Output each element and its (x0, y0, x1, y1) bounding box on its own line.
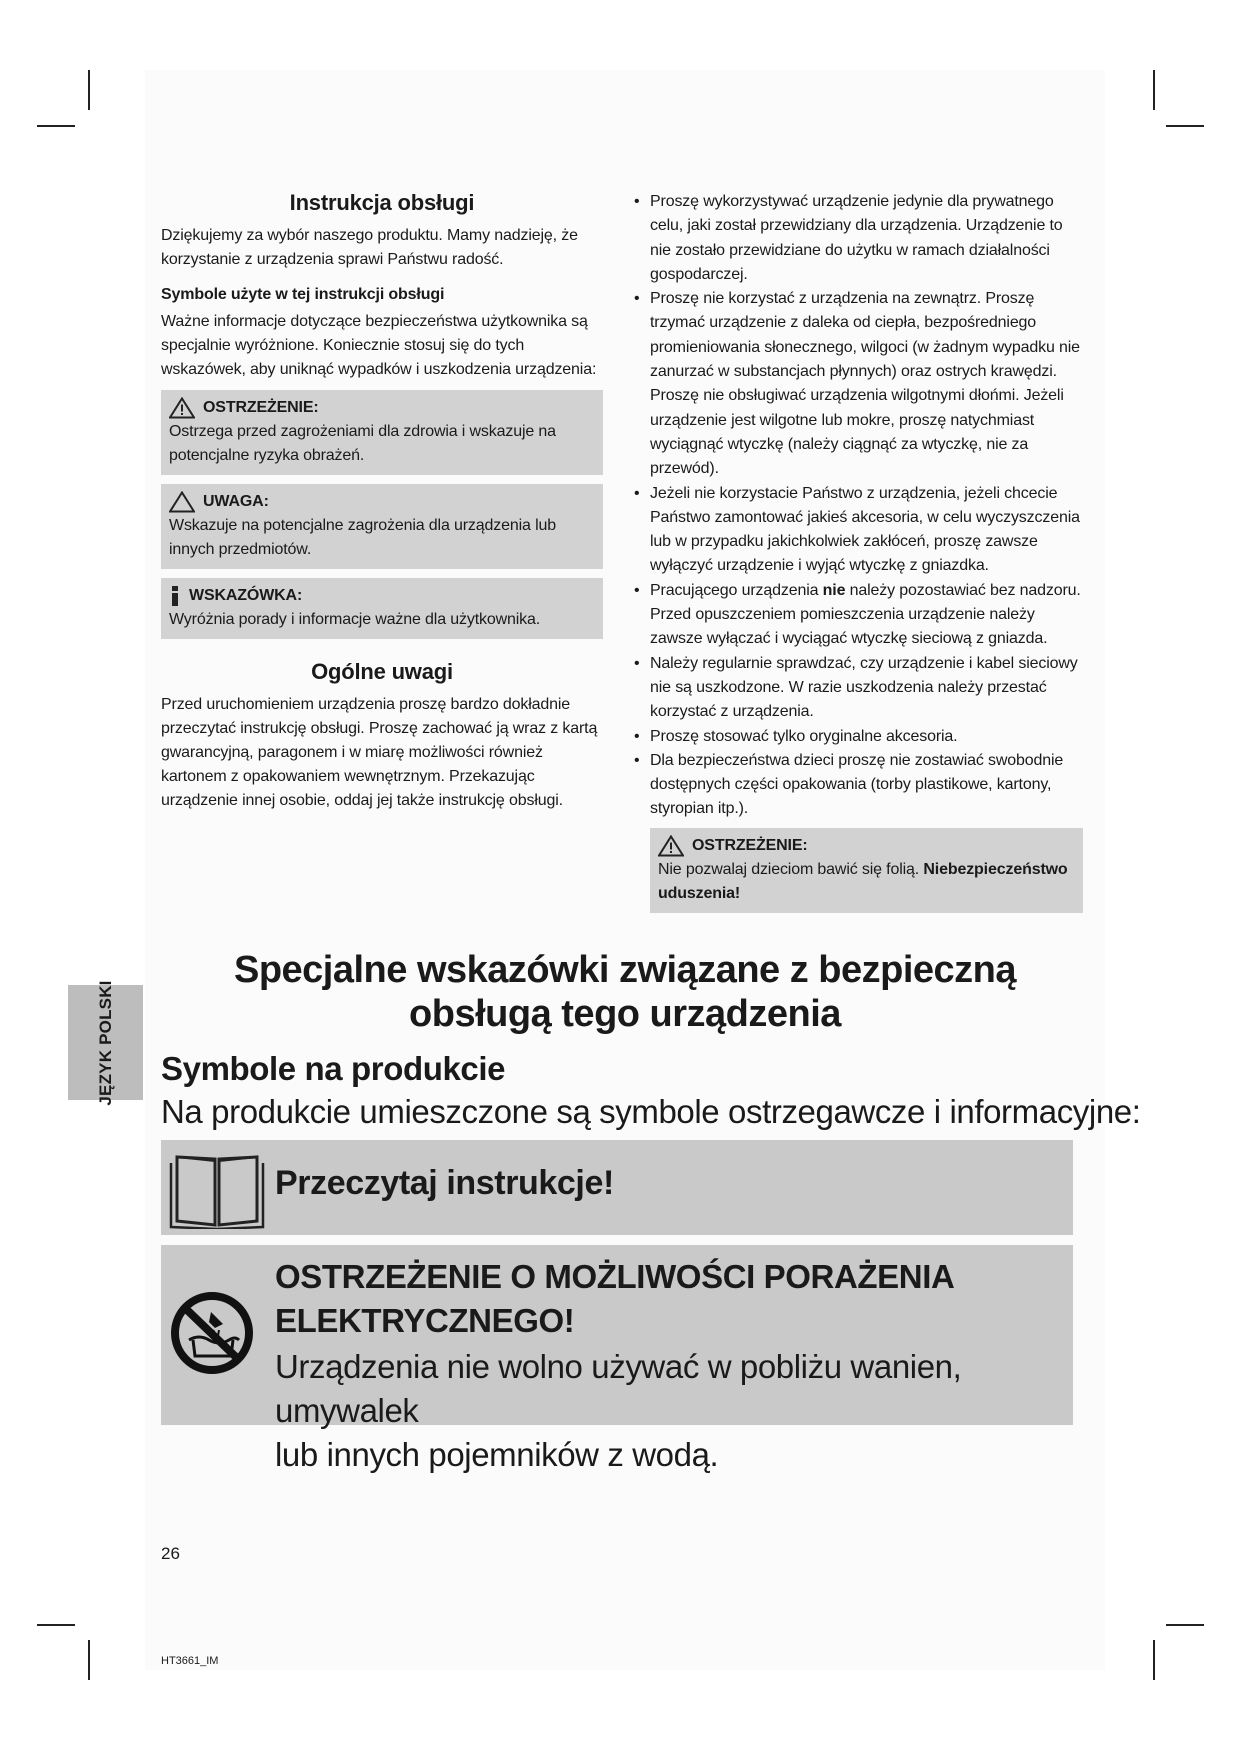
list-item: • Proszę nie korzystać z urządzenia na zewnątrz. Proszę trzymać urządzenie z daleka od ciepła, bezpośredniego promieniowania słonecznego, wilgoci (w żadnym wypadku nie zanurzać w substancjach płynnych) oraz ostrych krawędzi. Proszę nie obsługiwać urządzenia wilgotnymi dłońmi. Jeżeli urządzenie jest wilgotne lub mokre, proszę natychmiast wyciągnąć wtyczkę (należy ciągnąć za wtyczkę, nie za przewód). (628, 287, 1083, 481)
special-title-line: Specjalne wskazówki związane z bezpieczną (233, 949, 1017, 991)
list-item: • Proszę stosować tylko oryginalne akcesoria. (628, 725, 1083, 749)
info-icon (169, 585, 181, 607)
shock-text-line: Urządzenia nie wolno używać w pobliżu wanien, umywalek (275, 1348, 962, 1429)
language-label: JĘZYK POLSKI (95, 979, 115, 1106)
list-item: • Należy regularnie sprawdzać, czy urządzenie i kabel sieciowy nie są uszkodzone. W razie uszkodzenia należy przestać korzystać z urządzenia. (628, 652, 1083, 725)
child-warning-text (658, 858, 1075, 906)
caution-text: Wskazuje na potencjalne zagrożenia dla urządzenia lub innych przedmiotów. (169, 517, 556, 558)
general-text: Przed uruchomieniem urządzenia proszę bardzo dokładnie przeczytać instrukcję obsługi. Proszę zachować ją wraz z kartą gwarancyjną, paragonem i w miarę możliwości również kartonem z opakowaniem wewnętrznym. Przekazując urządzenie innej osobie, oddaj jej także instrukcję obsługi. (161, 696, 598, 809)
crop-mark (1166, 125, 1204, 127)
note-box (161, 578, 603, 639)
crop-mark (37, 1624, 75, 1626)
child-warning-box (650, 828, 1083, 913)
shock-warning-band (161, 1245, 1073, 1473)
list-item-text: należy pozostawiać bez nadzoru. Przed opuszczeniem pomieszczenia urządzenie należy zawsze wyłączać i wyciągać wtyczkę sieciową z gniazda. (650, 581, 1081, 648)
shock-title-line: ELEKTRYCZNEGO! (275, 1302, 575, 1339)
manual-title: Instrukcja obsługi (289, 190, 475, 215)
intro-text: Dziękujemy za wybór naszego produktu. Mamy nadzieję, że korzystanie z urządzenia sprawi Państwu radość. (161, 227, 578, 268)
symbols-heading: Symbole użyte w tej instrukcji obsługi (161, 286, 445, 303)
language-side-tab (68, 979, 143, 1106)
note-text: Wyróżnia porady i informacje ważne dla użytkownika. (169, 611, 541, 628)
read-instructions-text: Przeczytaj instrukcje! (275, 1164, 614, 1202)
document-code: HT3661_IM (161, 1655, 219, 1667)
left-column (161, 190, 603, 827)
warning-triangle-icon (658, 835, 684, 857)
shock-title-line: OSTRZEŻENIE O MOŻLIWOŚCI PORAŻENIA (275, 1258, 955, 1295)
list-item: • Dla bezpieczeństwa dzieci proszę nie zostawiać swobodnie dostępnych części opakowania (torby plastikowe, kartony, styropian itp.). (628, 749, 1083, 822)
crop-mark (1153, 70, 1155, 110)
symbols-text: Ważne informacje dotyczące bezpieczeństwa użytkownika są specjalnie wyróżnione. Koniecznie stosuj się do tych wskazówek, aby uniknąć wypadków i uszkodzenia urządzenia: (161, 313, 597, 378)
list-item: • Proszę wykorzystywać urządzenie jedynie dla prywatnego celu, jaki został przewidziany dla urządzenia. Urządzenie to nie zostało przewidziane do użytku w ramach działalności gospodarczej. (628, 190, 1083, 287)
child-warning-emphasis: Niebezpieczeństwo uduszenia! (658, 860, 1068, 902)
right-column (628, 190, 1083, 913)
crop-mark (37, 125, 75, 127)
no-water-icon (169, 1290, 255, 1376)
shock-warning-title (275, 1255, 954, 1343)
child-warning-body: Nie pozwalaj dzieciom bawić się folią. (658, 860, 924, 878)
list-item (628, 579, 1083, 652)
warning-box (161, 390, 603, 475)
crop-mark (88, 70, 90, 110)
warning-title: OSTRZEŻENIE: (203, 399, 319, 416)
shock-warning-text (275, 1345, 1073, 1477)
special-title-line: obsługą tego urządzenia (409, 993, 841, 1035)
shock-text-line: lub innych pojemników z wodą. (275, 1436, 719, 1473)
list-item-emphasis: nie (822, 581, 846, 599)
warning-triangle-icon (169, 491, 195, 513)
warning-triangle-icon (169, 397, 195, 419)
read-instructions-band (161, 1140, 1073, 1235)
caution-title: UWAGA: (203, 493, 269, 510)
product-symbols-intro: Na produkcie umieszczone są symbole ostrzegawcze i informacyjne: (161, 1093, 1141, 1130)
safety-list (628, 190, 1083, 822)
product-symbols-heading: Symbole na produkcie (161, 1050, 506, 1087)
note-title: WSKAZÓWKA: (189, 587, 303, 604)
crop-mark (1153, 1640, 1155, 1680)
special-title (160, 948, 1090, 1036)
crop-mark (1166, 1624, 1204, 1626)
warning-text: Ostrzega przed zagrożeniami dla zdrowia i wskazuje na potencjalne ryzyka obrażeń. (169, 423, 556, 464)
page-number: 26 (161, 1544, 180, 1563)
list-item-text: Pracującego urządzenia (650, 581, 823, 599)
crop-mark (88, 1640, 90, 1680)
list-item: • Jeżeli nie korzystacie Państwo z urządzenia, jeżeli chcecie Państwo zamontować jakieś akcesoria, w celu wyczyszczenia lub w przypadku jakichkolwiek zakłóceń, proszę zawsze wyłączyć urządzenie i wyjąć wtyczkę z gniazdka. (628, 482, 1083, 579)
book-icon (167, 1147, 267, 1229)
general-title: Ogólne uwagi (311, 659, 453, 684)
child-warning-title: OSTRZEŻENIE: (692, 836, 808, 854)
caution-box (161, 484, 603, 569)
